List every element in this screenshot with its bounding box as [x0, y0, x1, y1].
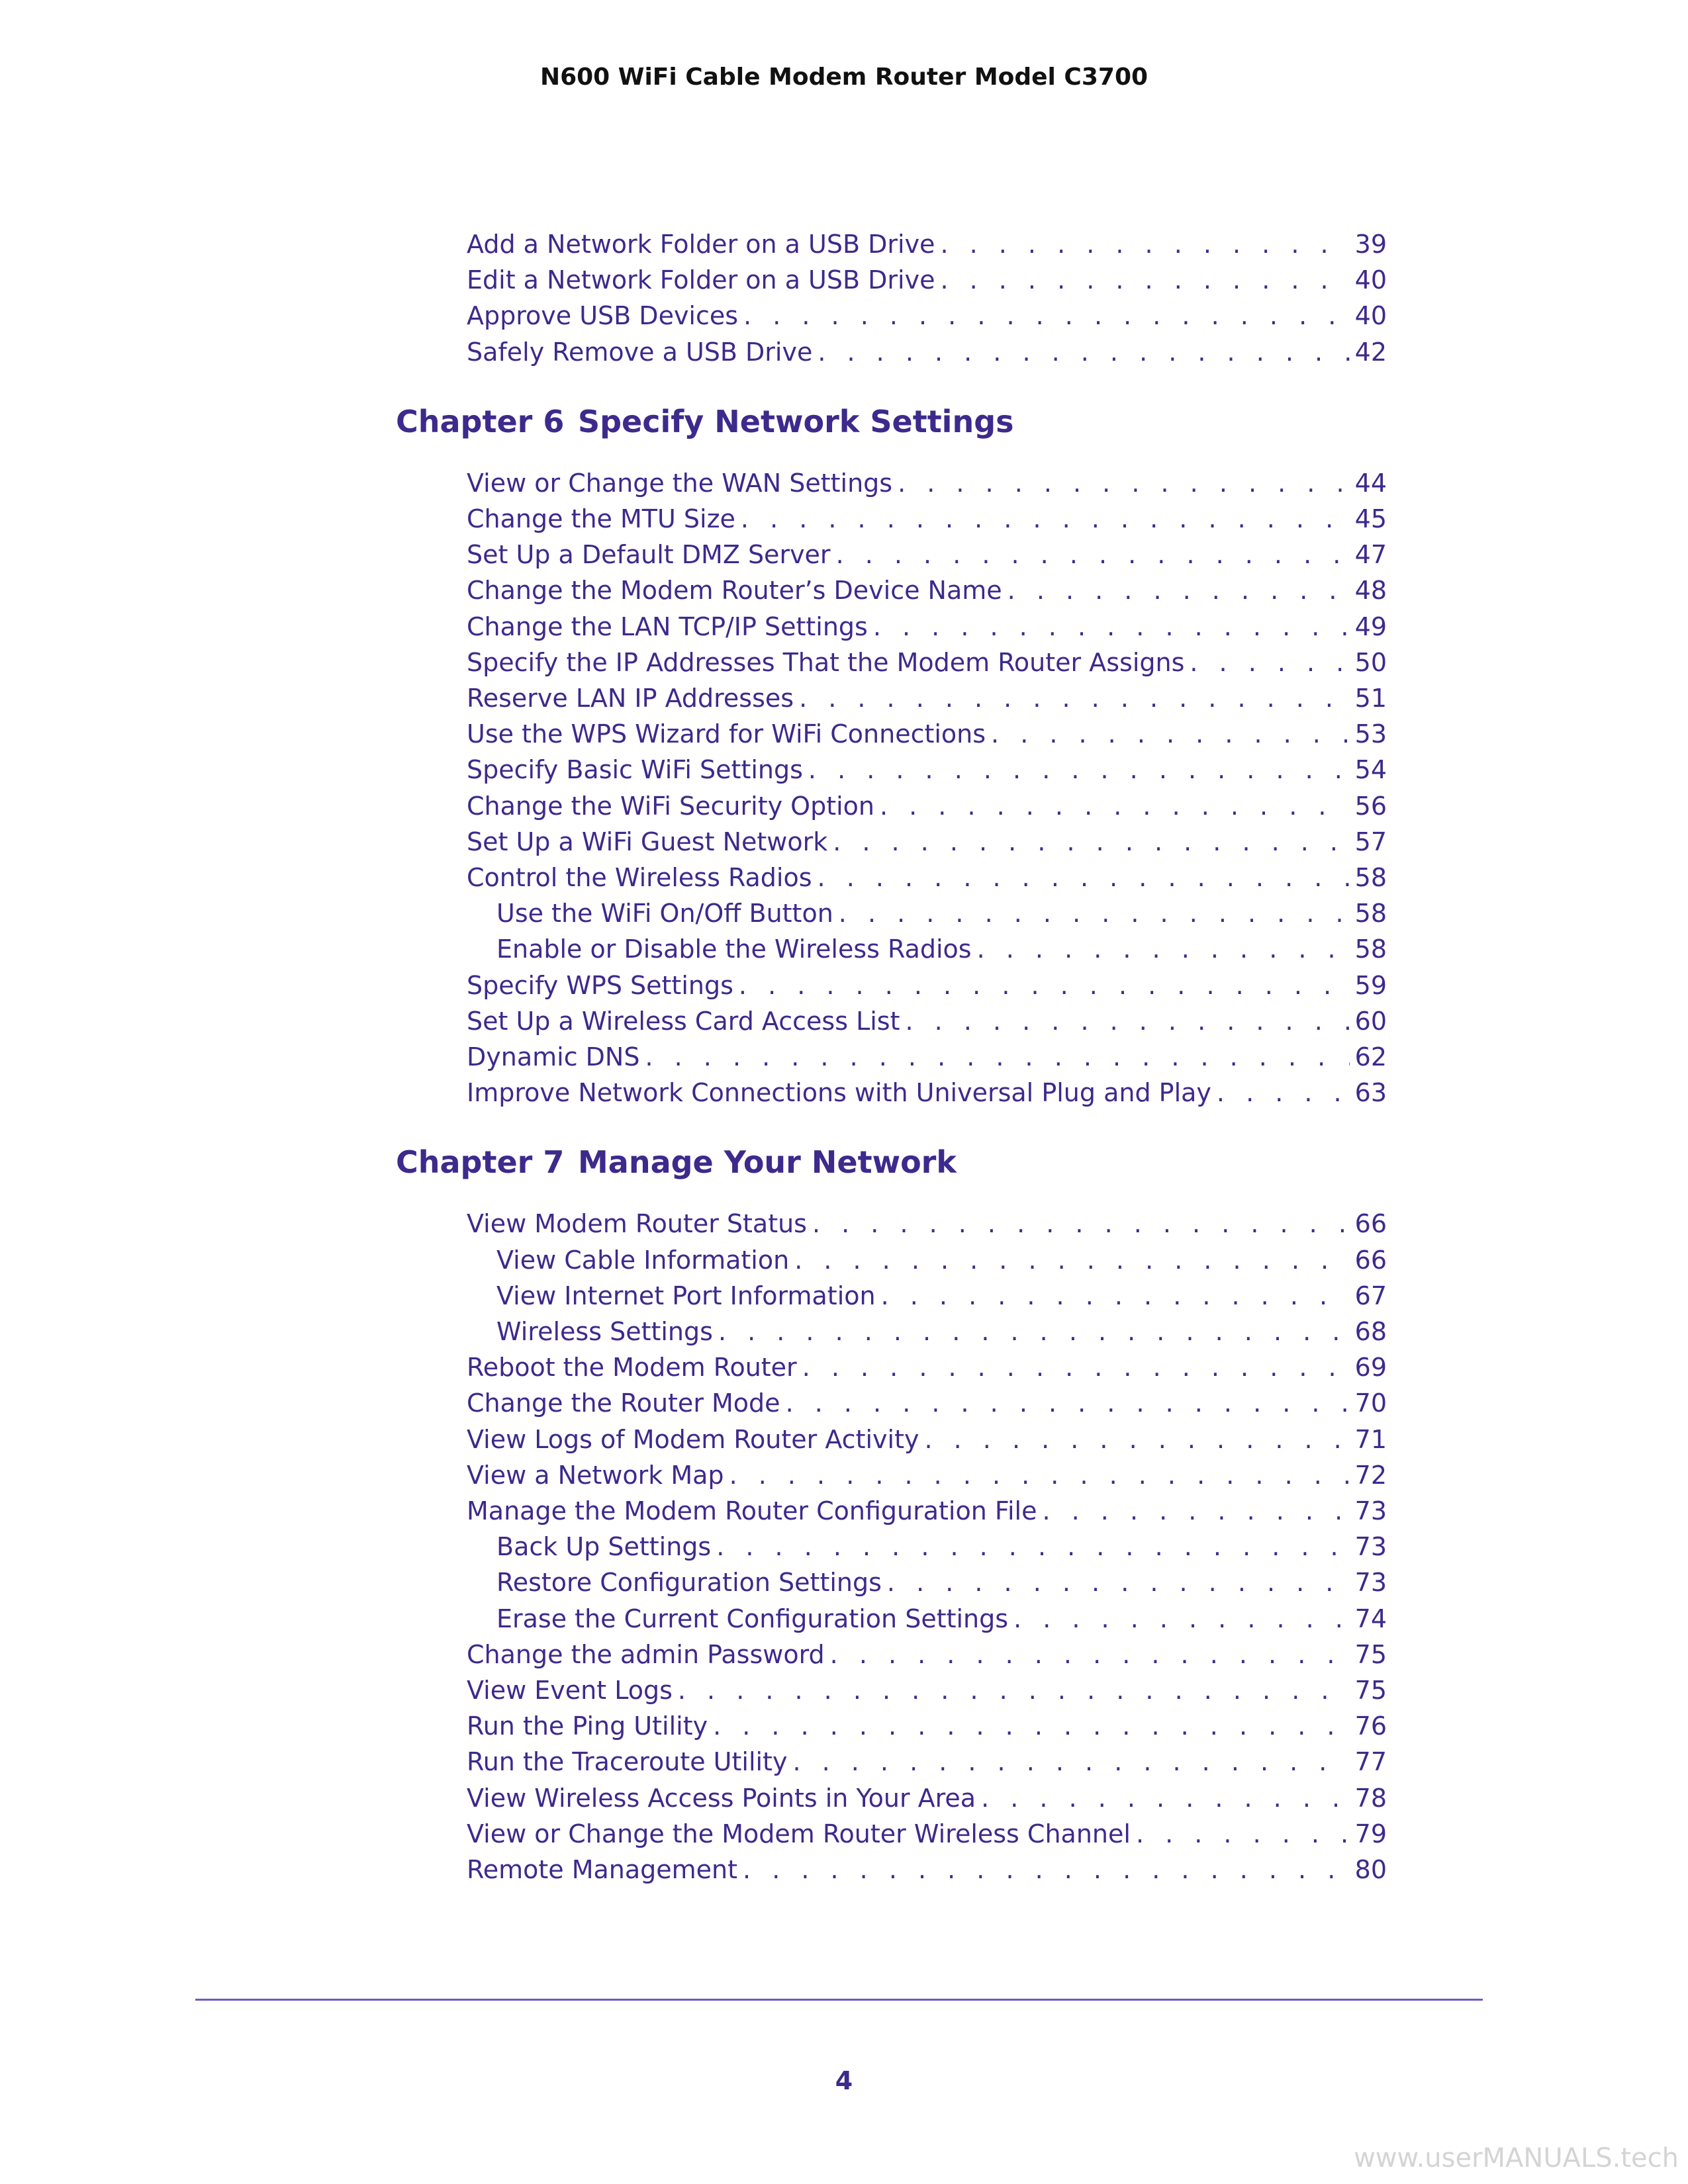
toc-entry-title: Safely Remove a USB Drive [467, 338, 813, 367]
toc-entry-title: Change the Router Mode [467, 1388, 780, 1418]
toc-entry[interactable] [467, 465, 1387, 501]
dot-leader [802, 1349, 1350, 1385]
dot-leader [729, 1457, 1350, 1493]
toc-entry-title: Edit a Network Folder on a USB Drive [467, 265, 935, 295]
toc-entry-title: View Modem Router Status [467, 1209, 807, 1238]
toc-entry-title: Change the admin Password [467, 1640, 825, 1669]
dot-leader [786, 1385, 1350, 1421]
dot-leader [906, 1003, 1350, 1039]
dot-leader [991, 716, 1350, 752]
dot-leader [739, 968, 1350, 1003]
dot-leader [718, 1314, 1350, 1349]
toc-entry[interactable] [467, 1780, 1387, 1816]
dot-leader [924, 1422, 1349, 1457]
toc-entry-page: 58 [1354, 934, 1387, 964]
toc-entry-page: 42 [1354, 338, 1387, 367]
toc-entry-title: Use the WPS Wizard for WiFi Connections [467, 719, 986, 749]
toc-entry-page: 58 [1354, 863, 1387, 892]
toc-entry[interactable] [467, 1422, 1387, 1457]
toc-entry-title: Specify the IP Addresses That the Modem Router Assigns [467, 648, 1185, 677]
dot-leader [743, 298, 1350, 334]
toc-entry-page: 68 [1354, 1317, 1387, 1346]
toc-entry-page: 57 [1354, 827, 1387, 856]
dot-leader [830, 1637, 1350, 1672]
dot-leader [836, 537, 1350, 572]
toc-entry[interactable] [467, 572, 1387, 608]
toc-entry-title: View Wireless Access Points in Your Area [467, 1784, 976, 1813]
toc-entry[interactable] [467, 968, 1387, 1003]
toc-entry-page: 73 [1354, 1532, 1387, 1561]
toc-entry[interactable] [467, 609, 1387, 645]
dot-leader [1136, 1816, 1350, 1852]
toc-entry[interactable] [467, 788, 1387, 824]
toc-entry-page: 54 [1354, 755, 1387, 784]
toc-entry[interactable] [467, 1039, 1387, 1075]
dot-leader [898, 465, 1350, 501]
toc-entry-page: 73 [1354, 1568, 1387, 1597]
toc-entry[interactable] [496, 895, 1387, 931]
chapter-heading[interactable] [396, 400, 1014, 443]
toc-entry-page: 40 [1354, 301, 1387, 330]
toc-entry-page: 40 [1354, 265, 1387, 295]
toc-entry[interactable] [467, 1816, 1387, 1852]
toc-entry-title: Reserve LAN IP Addresses [467, 684, 794, 713]
dot-leader [716, 1529, 1349, 1565]
toc-entry[interactable] [496, 1278, 1387, 1314]
dot-leader [741, 501, 1350, 537]
chapter-label: Chapter 6 [396, 404, 565, 439]
dot-leader [1008, 572, 1350, 608]
toc-entry[interactable] [496, 1601, 1387, 1637]
toc-entry[interactable] [467, 860, 1387, 895]
toc-entry-page: 60 [1354, 1007, 1387, 1036]
toc-entry[interactable] [496, 931, 1387, 967]
dot-leader [981, 1780, 1350, 1816]
toc-entry-page: 73 [1354, 1496, 1387, 1525]
toc-entry-title: Approve USB Devices [467, 301, 739, 330]
toc-entry-page: 49 [1354, 612, 1387, 641]
dot-leader [1190, 645, 1349, 680]
toc-entry-page: 74 [1354, 1604, 1387, 1633]
toc-entry-page: 67 [1354, 1281, 1387, 1310]
toc-entry-title: Set Up a Wireless Card Access List [467, 1007, 900, 1036]
toc-entry-title: Run the Traceroute Utility [467, 1747, 788, 1776]
toc-entry[interactable] [467, 645, 1387, 680]
toc-entry-title: Use the WiFi On/Off Button [496, 899, 833, 928]
dot-leader [713, 1708, 1350, 1744]
toc-entry-title: Restore Configuration Settings [496, 1568, 882, 1597]
dot-leader [1013, 1601, 1350, 1637]
toc-entry-title: Control the Wireless Radios [467, 863, 812, 892]
toc-entry-page: 45 [1354, 504, 1387, 533]
running-header: N600 WiFi Cable Modem Router Model C3700 [539, 64, 1149, 91]
dot-leader [678, 1672, 1350, 1708]
toc-entry-page: 56 [1354, 792, 1387, 821]
dot-leader [873, 609, 1350, 645]
toc-entry-page: 53 [1354, 719, 1387, 749]
dot-leader [887, 1565, 1350, 1600]
toc-entry[interactable] [496, 1242, 1387, 1278]
toc-entry[interactable] [467, 716, 1387, 752]
toc-entry-title: View Event Logs [467, 1676, 673, 1705]
dot-leader [794, 1242, 1349, 1278]
toc-entry-page: 78 [1354, 1784, 1387, 1813]
toc-entry-title: Specify WPS Settings [467, 971, 733, 1000]
dot-leader [839, 895, 1350, 931]
toc-entry[interactable] [467, 1637, 1387, 1672]
toc-entry[interactable] [467, 752, 1387, 788]
toc-entry[interactable] [467, 824, 1387, 860]
toc-entry[interactable] [467, 1385, 1387, 1421]
toc-entry-title: Specify Basic WiFi Settings [467, 755, 803, 784]
footer-divider [195, 1999, 1483, 2001]
dot-leader [818, 860, 1350, 895]
dot-leader [808, 752, 1350, 788]
toc-entry-title: Change the WiFi Security Option [467, 792, 874, 821]
dot-leader [818, 334, 1349, 370]
toc-entry-page: 80 [1354, 1855, 1387, 1884]
toc-entry[interactable] [467, 298, 1387, 334]
toc-entry-page: 59 [1354, 971, 1387, 1000]
toc-entry-page: 50 [1354, 648, 1387, 677]
dot-leader [977, 931, 1350, 967]
toc-entry[interactable] [467, 1003, 1387, 1039]
toc-entry-page: 76 [1354, 1711, 1387, 1741]
toc-entry[interactable] [496, 1565, 1387, 1600]
toc-entry-page: 63 [1354, 1078, 1387, 1107]
toc-entry-page: 48 [1354, 576, 1387, 605]
toc-entry-page: 69 [1354, 1353, 1387, 1382]
toc-entry[interactable] [467, 1744, 1387, 1780]
toc-entry[interactable] [467, 537, 1387, 572]
toc-entry[interactable] [467, 501, 1387, 537]
toc-entry-title: Improve Network Connections with Universal Plug and Play [467, 1078, 1211, 1107]
toc-entry-page: 72 [1354, 1461, 1387, 1490]
chapter-heading[interactable] [396, 1141, 957, 1183]
toc-entry-title: Set Up a WiFi Guest Network [467, 827, 828, 856]
toc-entry-page: 66 [1354, 1209, 1387, 1238]
toc-entry-title: Back Up Settings [496, 1532, 712, 1561]
toc-entry[interactable] [467, 1457, 1387, 1493]
toc-entry[interactable] [467, 1206, 1387, 1242]
toc-entry-title: View or Change the Modem Router Wireless Channel [467, 1819, 1131, 1848]
toc-entry-page: 66 [1354, 1246, 1387, 1275]
dot-leader [1042, 1493, 1349, 1529]
toc-entry-title: Change the MTU Size [467, 504, 735, 533]
toc-entry[interactable] [467, 1493, 1387, 1529]
chapter-title: Specify Network Settings [578, 404, 1014, 439]
dot-leader [645, 1039, 1349, 1075]
toc-entry-page: 75 [1354, 1640, 1387, 1669]
toc-entry[interactable] [467, 1075, 1387, 1111]
toc-entry-title: View Cable Information [496, 1246, 790, 1275]
toc-entry[interactable] [467, 226, 1387, 262]
toc-entry[interactable] [496, 1314, 1387, 1349]
toc-entry[interactable] [467, 334, 1387, 370]
dot-leader [940, 226, 1349, 262]
toc-entry-page: 71 [1354, 1425, 1387, 1454]
toc-entry[interactable] [467, 1349, 1387, 1385]
toc-entry-title: Run the Ping Utility [467, 1711, 708, 1741]
toc-entry-page: 58 [1354, 899, 1387, 928]
toc-entry-page: 39 [1354, 230, 1387, 259]
toc-entry[interactable] [467, 262, 1387, 298]
watermark: www.userMANUALS.tech [1354, 2143, 1679, 2173]
toc-entry-title: Enable or Disable the Wireless Radios [496, 934, 972, 964]
toc-entry-title: Change the Modem Router’s Device Name [467, 576, 1002, 605]
toc-entry-title: View Logs of Modem Router Activity [467, 1425, 919, 1454]
dot-leader [881, 1278, 1350, 1314]
toc-entry-title: Change the LAN TCP/IP Settings [467, 612, 868, 641]
toc-entry[interactable] [467, 680, 1387, 716]
dot-leader [940, 262, 1349, 298]
toc-entry-title: Set Up a Default DMZ Server [467, 540, 831, 569]
toc-entry-page: 44 [1354, 469, 1387, 498]
toc-entry-page: 47 [1354, 540, 1387, 569]
toc-entry-title: Erase the Current Configuration Settings [496, 1604, 1009, 1633]
dot-leader [1217, 1075, 1350, 1111]
dot-leader [812, 1206, 1350, 1242]
toc-entry-title: Reboot the Modem Router [467, 1353, 797, 1382]
toc-entry-page: 79 [1354, 1819, 1387, 1848]
dot-leader [792, 1744, 1349, 1780]
toc-entry-page: 62 [1354, 1042, 1387, 1071]
toc-entry-title: Add a Network Folder on a USB Drive [467, 230, 935, 259]
dot-leader [880, 788, 1350, 824]
toc-entry-title: View a Network Map [467, 1461, 724, 1490]
chapter-title: Manage Your Network [578, 1144, 957, 1180]
toc-entry-title: View or Change the WAN Settings [467, 469, 893, 498]
toc-entry-page: 51 [1354, 684, 1387, 713]
chapter-label: Chapter 7 [396, 1144, 565, 1180]
toc-entry-title: View Internet Port Information [496, 1281, 876, 1310]
toc-entry[interactable] [467, 1708, 1387, 1744]
dot-leader [799, 680, 1350, 716]
toc-entry[interactable] [496, 1529, 1387, 1565]
toc-entry-page: 75 [1354, 1676, 1387, 1705]
toc-entry-page: 70 [1354, 1388, 1387, 1418]
dot-leader [833, 824, 1349, 860]
toc-entry-title: Manage the Modem Router Configuration File [467, 1496, 1037, 1525]
dot-leader [743, 1852, 1350, 1888]
toc-entry-page: 77 [1354, 1747, 1387, 1776]
toc-entry-title: Wireless Settings [496, 1317, 713, 1346]
toc-entry-title: Remote Management [467, 1855, 738, 1884]
page-number: 4 [835, 2066, 853, 2095]
toc-entry[interactable] [467, 1852, 1387, 1888]
toc-entry-title: Dynamic DNS [467, 1042, 640, 1071]
toc-entry[interactable] [467, 1672, 1387, 1708]
